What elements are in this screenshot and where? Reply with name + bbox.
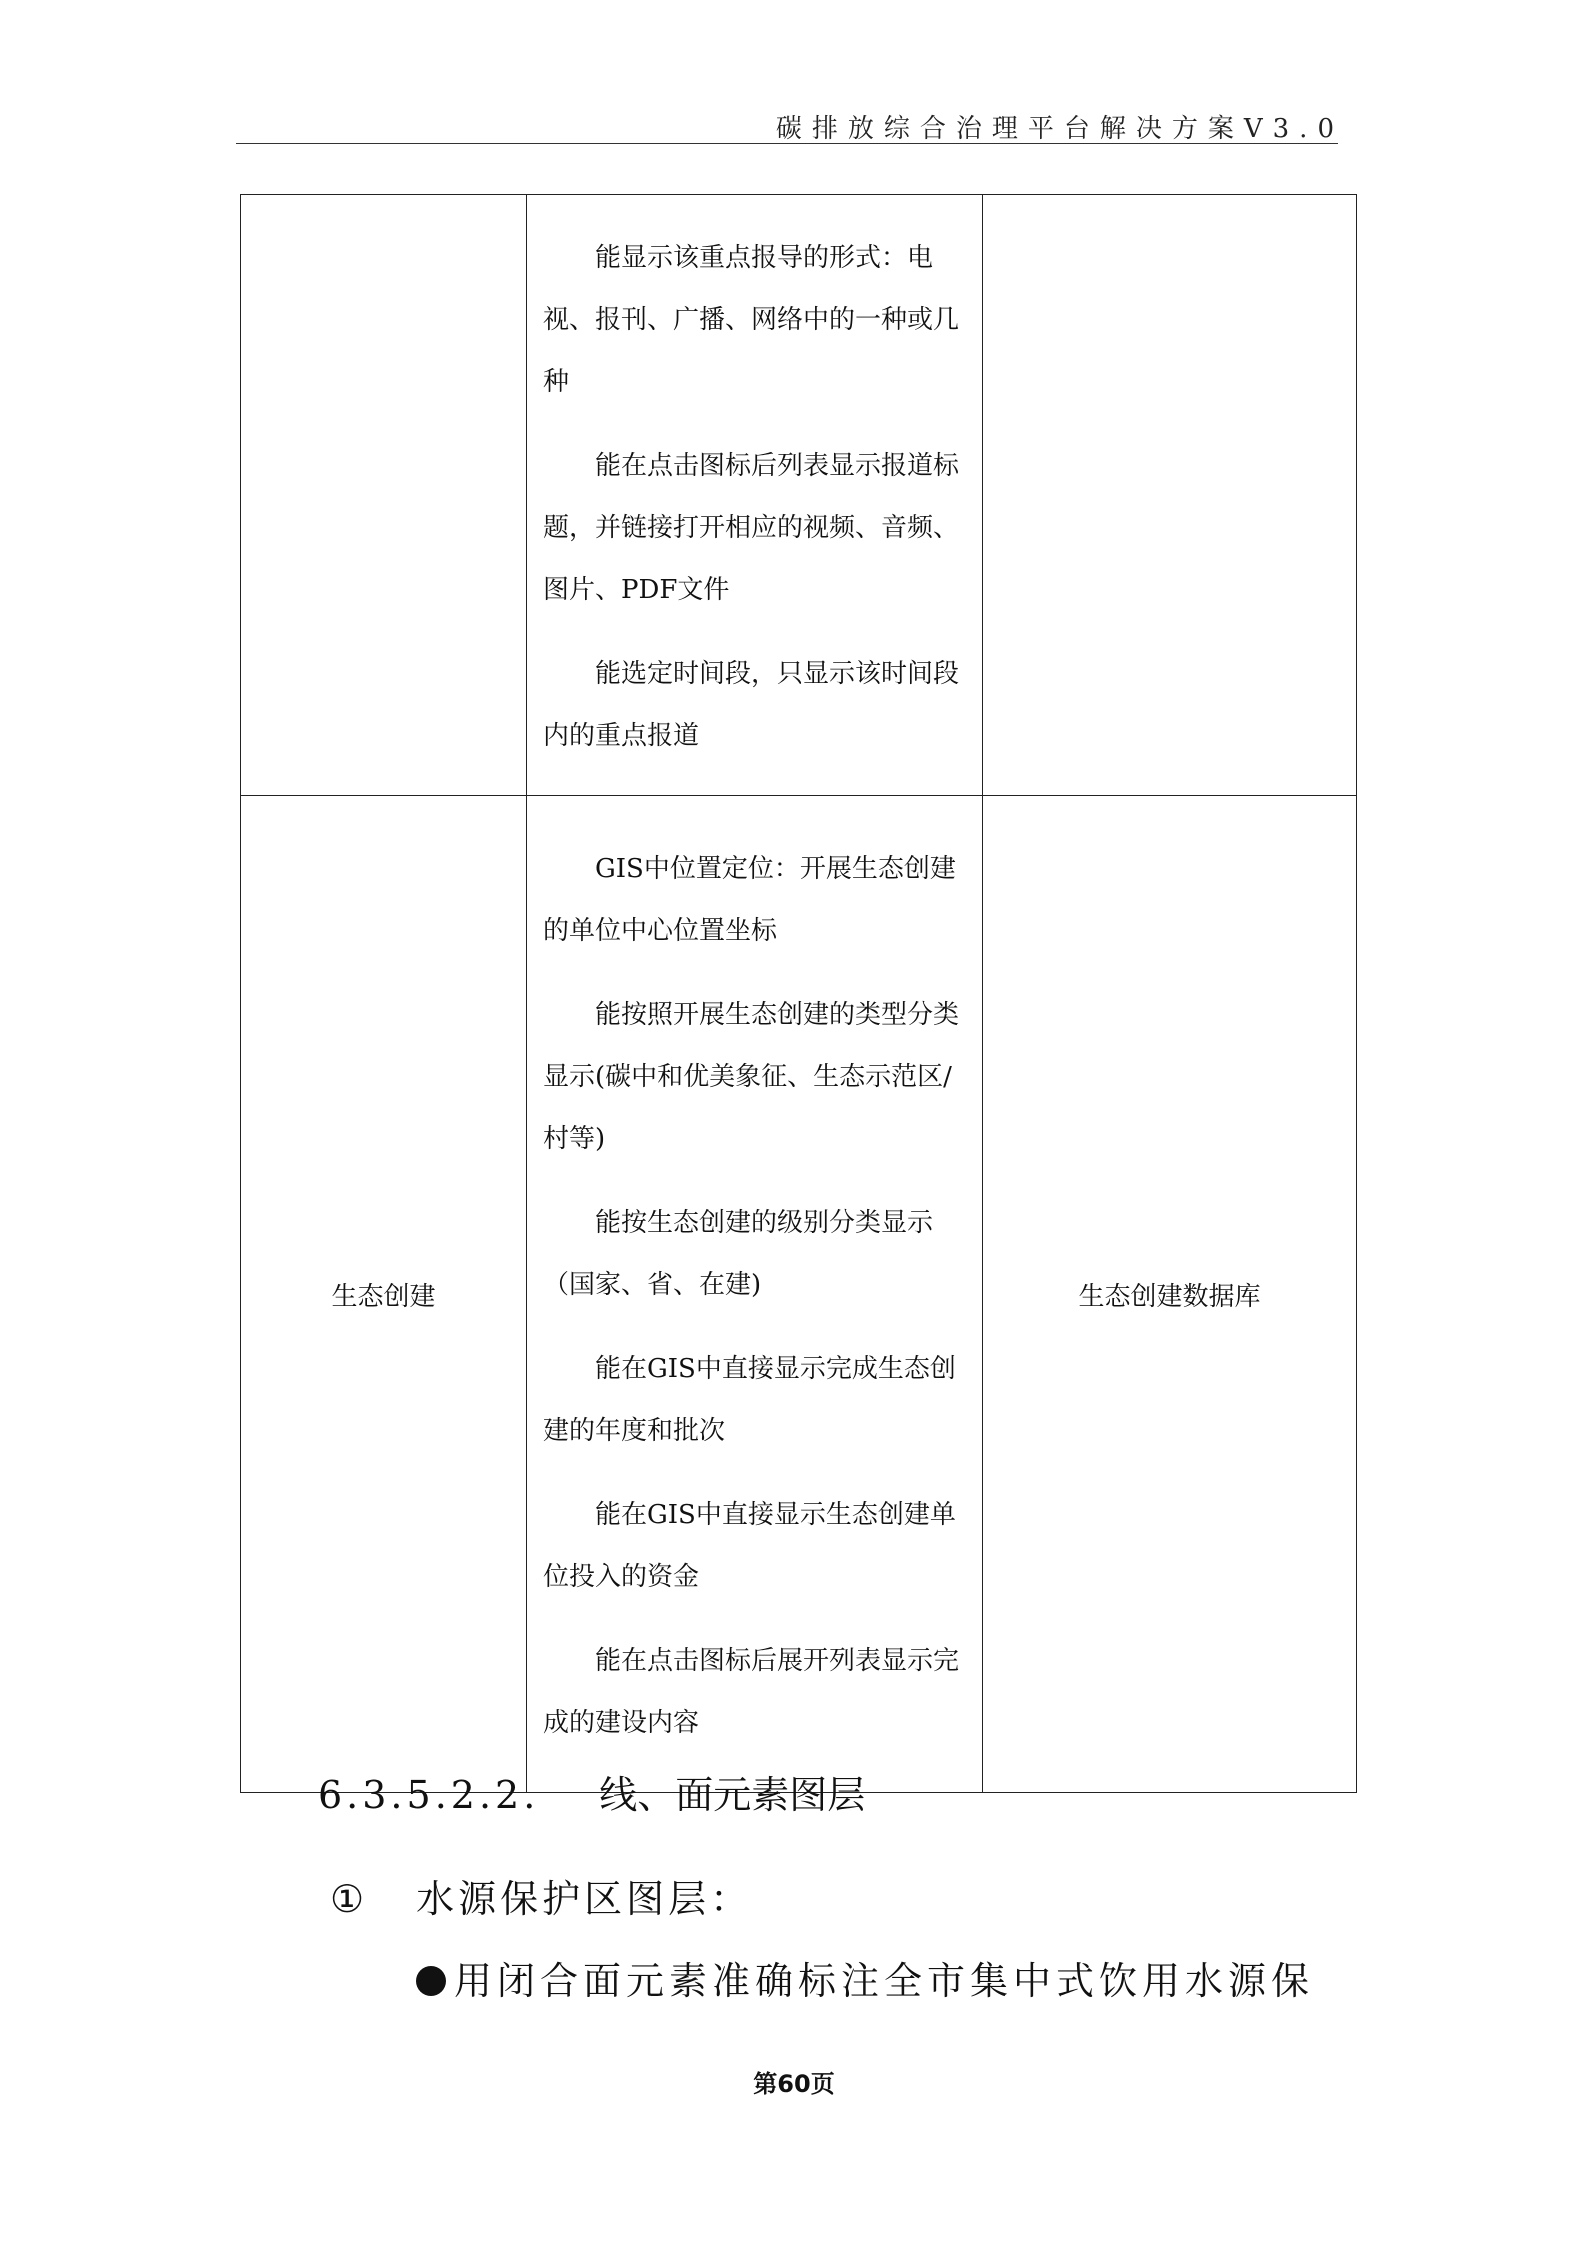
description-paragraph: 能显示该重点报导的形式：电视、报刊、广播、网络中的一种或几种: [543, 243, 960, 397]
description-paragraph: 能选定时间段，只显示该时间段内的重点报道: [543, 659, 960, 751]
bullet-text: 用闭合面元素准确标注全市集中式饮用水源保: [454, 1959, 1315, 2003]
row-name: [241, 195, 527, 796]
bullet-icon: [416, 1966, 446, 1996]
row-description: [527, 195, 983, 796]
subsection-heading: [330, 1868, 752, 1923]
description-paragraph: GIS中位置定位：开展生态创建的单位中心位置坐标: [543, 854, 956, 946]
table-row: [241, 796, 1357, 1793]
description-paragraph: 能在GIS中直接显示生态创建单位投入的资金: [543, 1500, 956, 1592]
row-database: 生态创建数据库: [983, 796, 1357, 1793]
bullet-paragraph: [416, 1950, 1314, 2005]
subsection-title: 水源保护区图层：: [416, 1877, 753, 1921]
section-title: 线、面元素图层: [599, 1773, 866, 1817]
header-rule: [236, 143, 1338, 144]
page-header: 碳排放综合治理平台解决方案V3.0: [775, 114, 1344, 144]
table-row: [241, 195, 1357, 796]
section-heading: [318, 1764, 865, 1819]
circled-number-marker: ①: [330, 1877, 369, 1921]
description-paragraph: 能在点击图标后展开列表显示完成的建设内容: [543, 1646, 960, 1738]
row-name: 生态创建: [241, 796, 527, 1793]
description-paragraph: 能在GIS中直接显示完成生态创建的年度和批次: [543, 1354, 956, 1446]
section-number: 6.3.5.2.2.: [318, 1773, 540, 1817]
row-description: [527, 796, 983, 1793]
row-database: [983, 195, 1357, 796]
description-paragraph: 能在点击图标后列表显示报道标题，并链接打开相应的视频、音频、图片、PDF文件: [543, 451, 960, 605]
page-number: 第60页: [753, 2070, 835, 2098]
feature-table: [240, 194, 1357, 1793]
description-paragraph: 能按生态创建的级别分类显示（国家、省、在建): [543, 1208, 934, 1300]
description-paragraph: 能按照开展生态创建的类型分类显示(碳中和优美象征、生态示范区/村等): [543, 1000, 960, 1154]
